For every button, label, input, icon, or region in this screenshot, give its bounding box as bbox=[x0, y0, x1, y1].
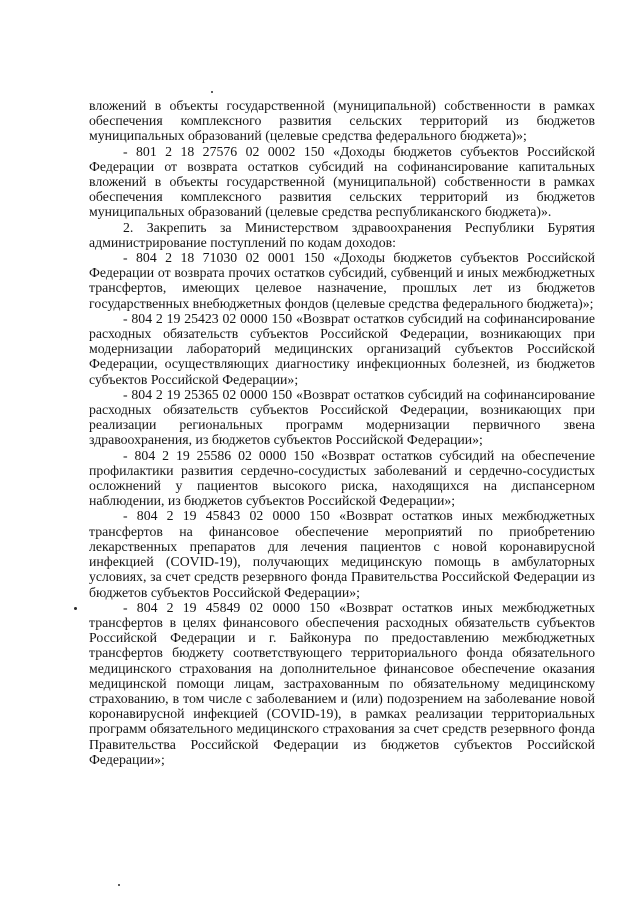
paragraph-continuation: вложений в объекты государственной (муниципальной) собственности в рамках обеспечения комплексного развития сельских территорий из бюджетов муниципальных образований (целевые средства федерального бюджета)»; bbox=[89, 98, 595, 144]
scan-speck bbox=[118, 884, 120, 886]
paragraph-code-804-25423: - 804 2 19 25423 02 0000 150 «Возврат остатков субсидий на софинансирование расходных обязательств субъектов Российской Федерации, возникающих при модернизации лабораторий медицинских организаций субъектов Российской Федерации, осуществляющих диагностику инфекционных болезней, из бюджетов субъектов Российской Федерации»; bbox=[89, 310, 595, 387]
scan-speck bbox=[211, 91, 213, 93]
paragraph-code-801: - 801 2 18 27576 02 0002 150 «Доходы бюджетов субъектов Российской Федерации от возврата остатков субсидий на софинансирование капитальных вложений в объекты государственной (муниципальной) собственности в рамках обеспечения комплексного развития сельских территорий из бюджетов муниципальных образований (целевые средства республиканского бюджета)». bbox=[89, 143, 595, 220]
paragraph-code-804-25365: - 804 2 19 25365 02 0000 150 «Возврат остатков субсидий на софинансирование расходных обязательств субъектов Российской Федерации, возникающих при реализации региональных программ модернизации первичного звена здравоохранения, из бюджетов субъектов Российской Федерации»; bbox=[89, 386, 595, 448]
scan-speck bbox=[74, 607, 77, 610]
paragraph-item-2: 2. Закрепить за Министерством здравоохранения Республики Бурятия администрирование поступлений по кодам доходов: bbox=[89, 219, 595, 250]
document-body bbox=[89, 98, 595, 767]
paragraph-code-804-25586: - 804 2 19 25586 02 0000 150 «Возврат остатков субсидий на обеспечение профилактики развития сердечно-сосудистых заболеваний и сердечно-сосудистых осложнений у пациентов высокого риска, находящихся на диспансерном наблюдении, из бюджетов субъектов Российской Федерации»; bbox=[89, 447, 595, 509]
paragraph-code-804-45849: - 804 2 19 45849 02 0000 150 «Возврат остатков иных межбюджетных трансфертов в целях финансового обеспечения расходных обязательств субъектов Российской Федерации и г. Байконура по предоставлению межбюджетных трансфертов бюджету соответствующего территориального фонда обязательного медицинского страхования на дополнительное финансовое обеспечение оказания медицинской помощи лицам, застрахованным по обязательному медицинскому страхованию, в том числе с заболеванием и (или) подозрением на заболевание новой коронавирусной инфекцией (COVID-19), в рамках реализации территориальных программ обязательного медицинского страхования за счет средств резервного фонда Правительства Российской Федерации из бюджетов субъектов Российской Федерации»; bbox=[89, 599, 595, 767]
paragraph-code-804-45843: - 804 2 19 45843 02 0000 150 «Возврат остатков иных межбюджетных трансфертов на финансовое обеспечение мероприятий по приобретению лекарственных препаратов для лечения пациентов с новой коронавирусной инфекцией (COVID-19), получающих медицинскую помощь в амбулаторных условиях, за счет средств резервного фонда Правительства Российской Федерации из бюджетов субъектов Российской Федерации»; bbox=[89, 508, 595, 600]
paragraph-code-804-71030: - 804 2 18 71030 02 0001 150 «Доходы бюджетов субъектов Российской Федерации от возврата прочих остатков субсидий, субвенций и иных межбюджетных трансфертов, имеющих целевое назначение, прошлых лет из бюджетов государственных внебюджетных фондов (целевые средства федерального бюджета)»; bbox=[89, 250, 595, 311]
